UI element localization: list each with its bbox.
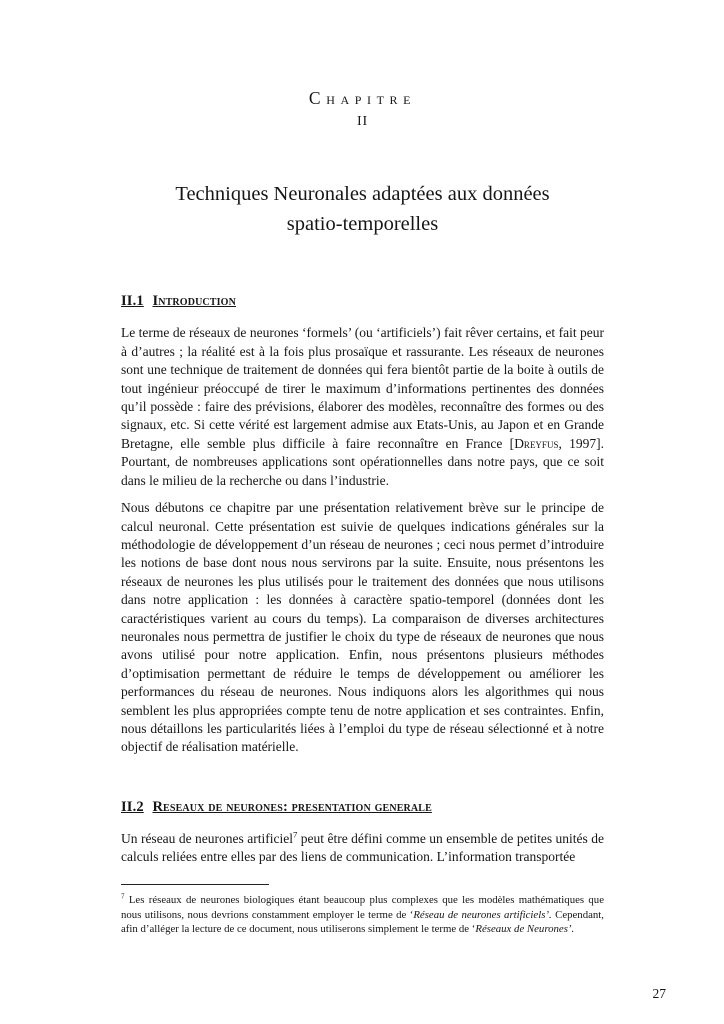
footnote — [121, 893, 604, 937]
section-title: Reseaux de neurones: presentation generale — [152, 798, 432, 815]
footnote-text-part: Les réseaux de neurones biologiques étant beaucoup plus complexes que les modèles mathématiques que nous utilisons, nous devrions constamment employer le terme de ‘ — [121, 894, 604, 921]
section-number: II.2 — [121, 798, 144, 815]
section-heading-underline — [121, 799, 432, 815]
chapter-title-line-1: Techniques Neuronales adaptées aux données — [175, 183, 550, 205]
paragraph-text: Le terme de réseaux de neurones ‘formels’ (ou ‘artificiels’) fait rêver certains, et fait peur à d’autres ; la réalité est à la fois plus prosaïque et rassurante. Les réseaux de neurones sont une technique de traitement de données qui fera bientôt partie de la boite à outils de tout ingénieur préoccupé de tirer le maximum d’informations pertinentes des données qu’il possède : faire des prévisions, élaborer des modèles, reconnaître des formes ou des signaux, etc. Si cette vérité est largement admise aux Etats-Unis, au Japon et en Grande Bretagne, elle semble plus difficile à faire reconnaître en France [ — [121, 325, 604, 451]
paragraph-intro-1 — [121, 324, 604, 490]
chapter-title-line-2: spatio-temporelles — [286, 212, 439, 235]
footnote-reference: 7 — [292, 829, 298, 840]
paragraph-intro-2: Nous débutons ce chapitre par une présentation relativement brève sur le principe de calcul neuronal. Cette présentation est suivie de quelques indications générales sur la méthodologie de développement d’un réseau de neurones ; ceci nous permet d’introduire les notions de base dont nous nous servirons par la suite. Ensuite, nous présentons les réseaux de neurones les plus utilisés pour le traitement des données que nous utilisons dans notre application : les données à caractère spatio-temporel (données dont les caractéristiques varient au cours du temps). La comparaison de diverses architectures neuronales nous permettra de justifier le choix du type de réseaux de neurones que nous avons utilisé pour notre application. Enfin, nous présentons plusieurs méthodes d’optimisation permettant de réduire le temps de développement ou améliorer les performances du réseau de neurones. Nous indiquons alors les algorithmes qui nous semblent les plus appropriées compte tenu de notre application et ses contraintes. Enfin, nous détaillons les particularités liées à l’emploi du type de réseau sélectionné et à notre objectif de réalisation matérielle. — [121, 500, 604, 755]
paragraph-text: Un réseau de neurones artificiel — [121, 830, 293, 846]
page-content — [121, 88, 604, 867]
footnote-italic-term: Réseau de neurones artificiels’. — [413, 908, 552, 921]
section-heading-ii2 — [121, 799, 604, 816]
section-number: II.1 — [121, 293, 144, 310]
page-number: 27 — [652, 986, 666, 1001]
footnote-area — [121, 884, 604, 937]
paragraph-text: , 1997]. Pourtant, de nombreuses applications sont opérationnelles dans notre pays, que ce soit dans le milieu de la recherche ou dans l’industrie. — [121, 435, 604, 488]
chapter-label: Chapitre — [308, 88, 417, 108]
citation-author: Dreyfus — [514, 435, 559, 451]
section-heading-ii1 — [121, 293, 604, 310]
footnote-separator-rule — [121, 884, 269, 885]
section-title: Introduction — [152, 293, 236, 310]
footnote-text-part: Cependant, afin d’alléger la lecture de ce document, nous utiliserons simplement le terme de ‘ — [121, 908, 604, 936]
chapter-title — [121, 180, 604, 239]
footnote-number: 7 — [121, 892, 125, 901]
paragraph-text: peut être défini comme un ensemble de petites unités de calculs reliées entre elles par des liens de communication. L’information transportée — [121, 830, 604, 865]
paragraph-section2-1 — [121, 830, 604, 867]
section-heading-underline — [121, 293, 236, 309]
chapter-number: II — [356, 114, 368, 129]
footnote-italic-term: Réseaux de Neurones’. — [475, 923, 575, 936]
